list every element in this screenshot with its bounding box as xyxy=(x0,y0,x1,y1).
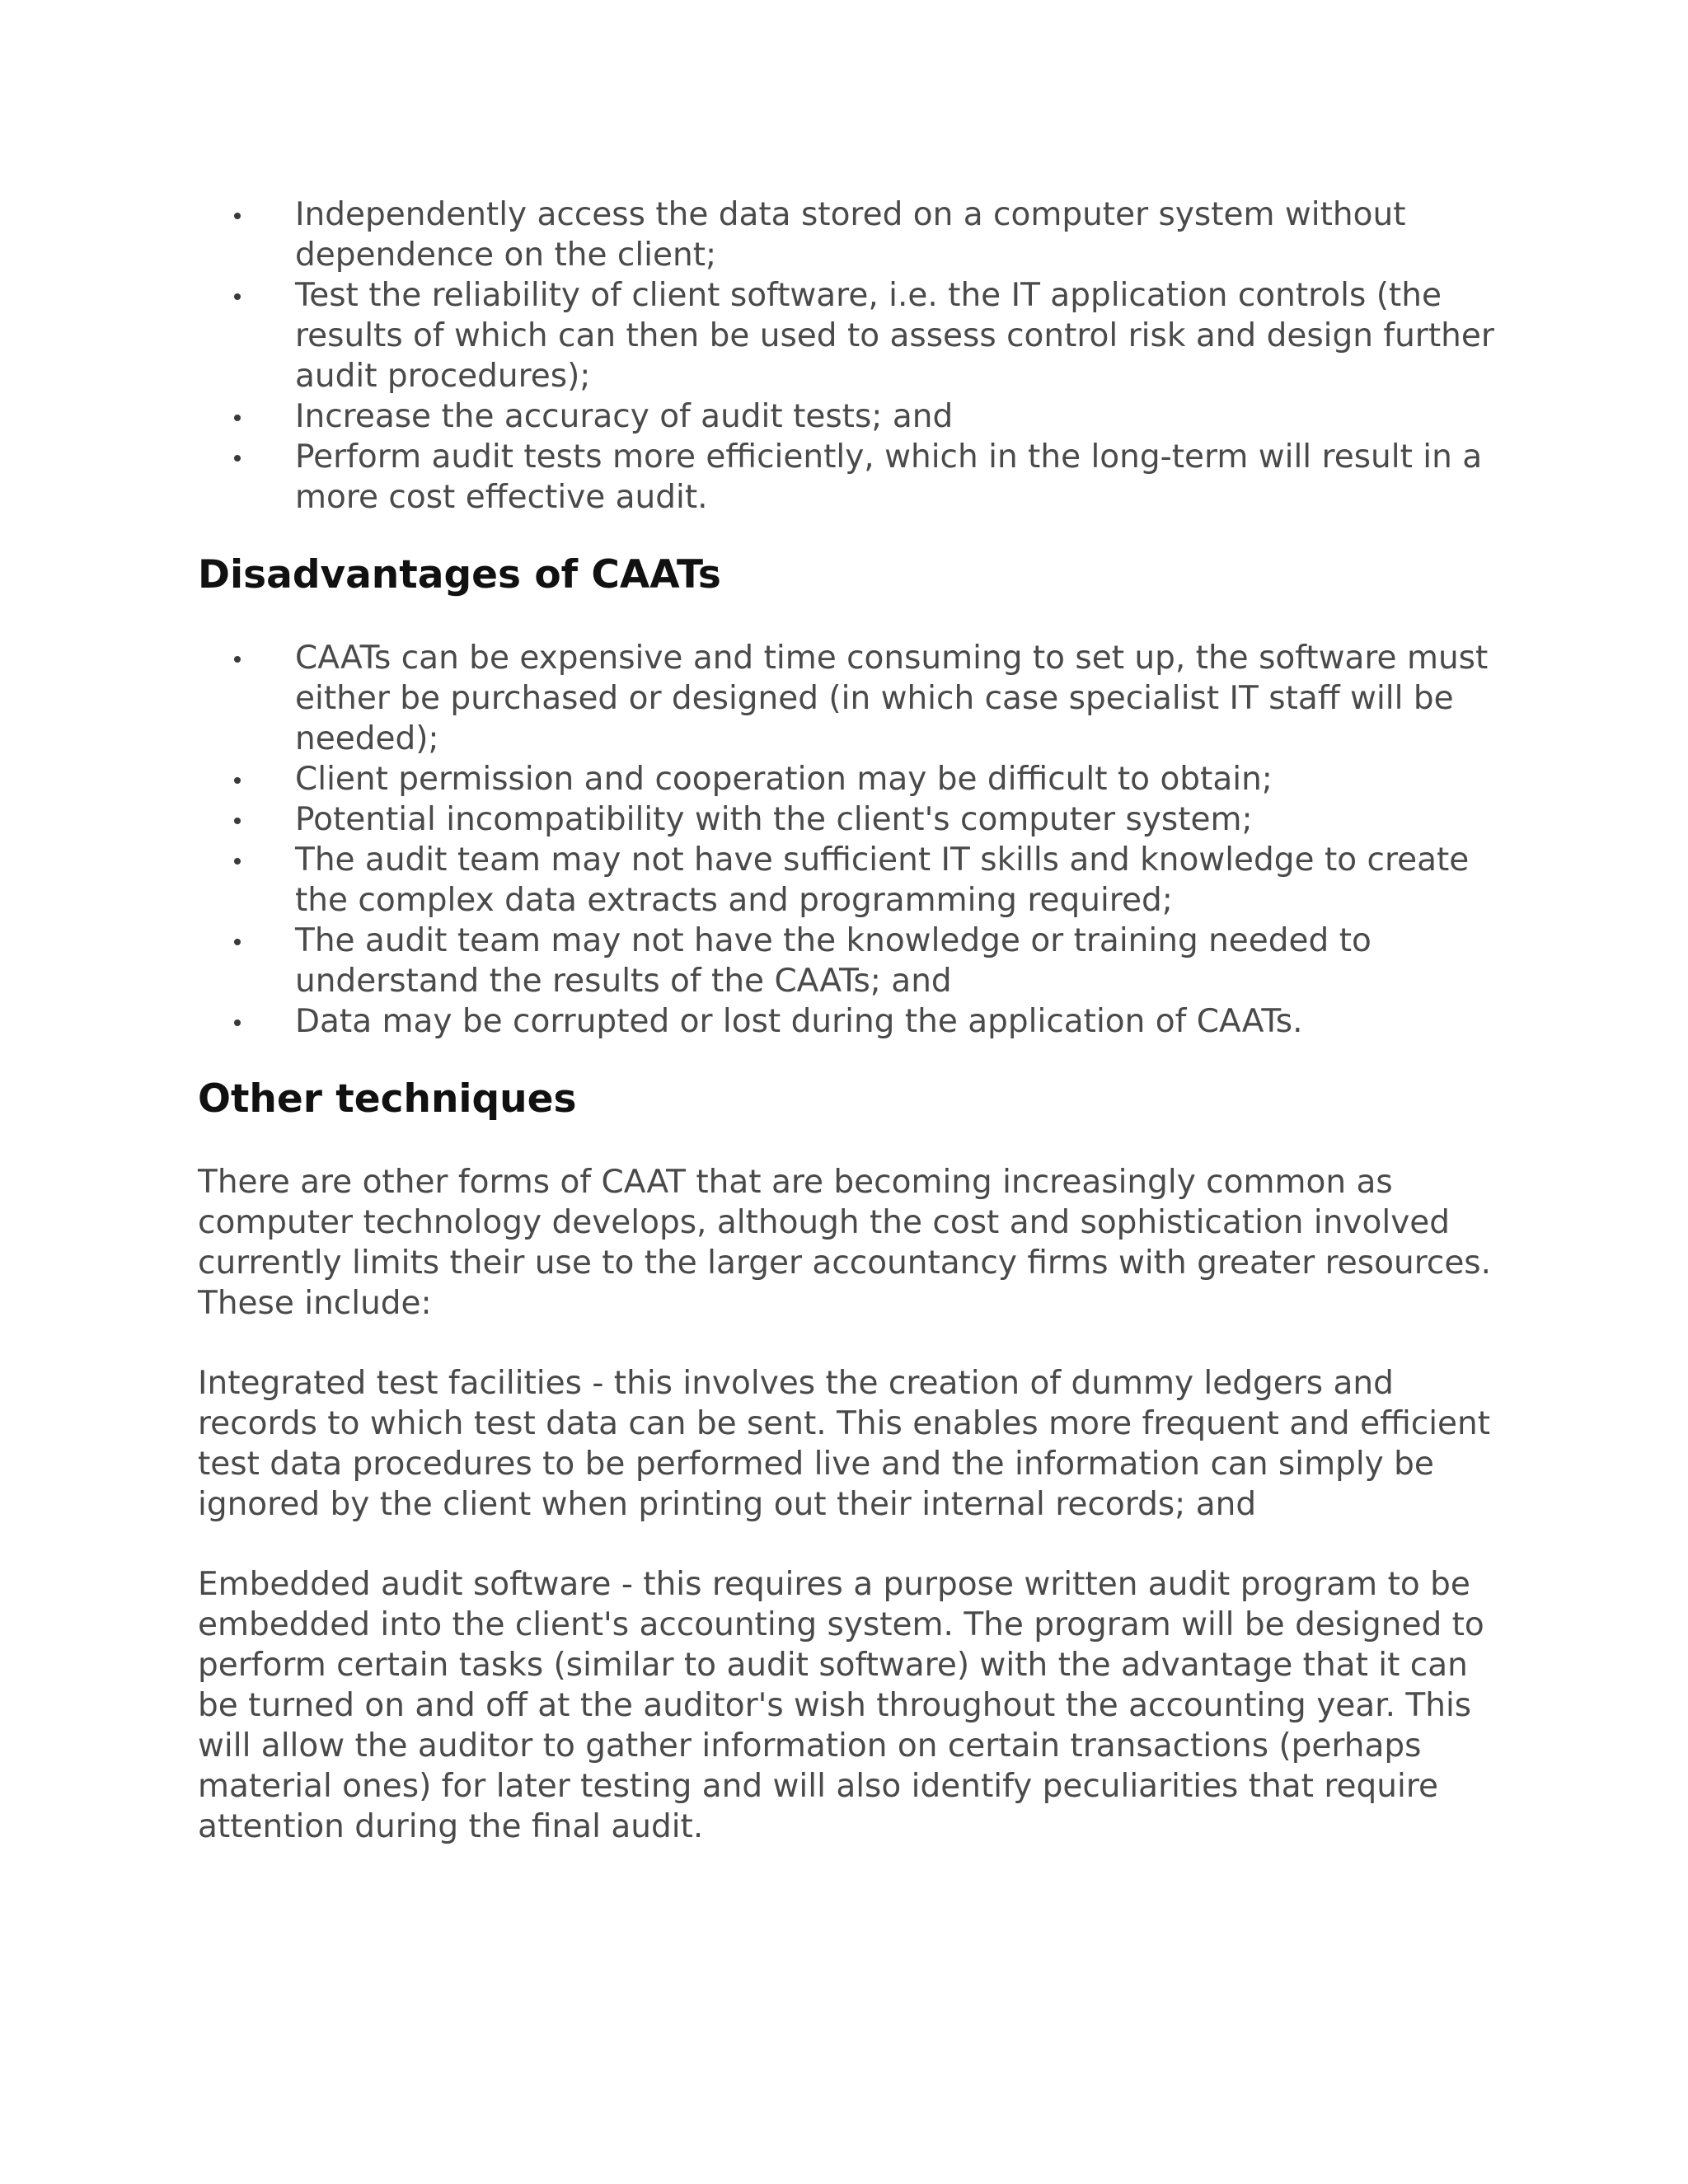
bullet-icon xyxy=(234,213,241,219)
list-item-text: CAATs can be expensive and time consuming to set up, the software must either be purchased or designed (in which case specialist IT staff will be needed); xyxy=(295,640,1489,757)
list-item-text: Independently access the data stored on a computer system without dependence on the client; xyxy=(295,196,1406,274)
document-content xyxy=(198,194,1500,1886)
bullet-icon xyxy=(234,818,241,824)
list-item-text: The audit team may not have the knowledge or training needed to understand the results of the CAATs; and xyxy=(295,922,1372,1000)
integrated-test-facilities-paragraph: Integrated test facilities - this involves the creation of dummy ledgers and records to which test data can be sent. This enables more frequent and efficient test data procedures to be performed live and the information can simply be ignored by the client when printing out their internal records; and xyxy=(198,1365,1491,1523)
list-item-text: Test the reliability of client software, i.e. the IT application controls (the results of which can then be used to assess control risk and design further audit procedures); xyxy=(295,277,1494,395)
bullet-icon xyxy=(234,1019,241,1026)
bullet-icon xyxy=(234,293,241,300)
list-item-text: Increase the accuracy of audit tests; and xyxy=(295,398,954,435)
list-item-text: Perform audit tests more efficiently, which in the long-term will result in a more cost effective audit. xyxy=(295,438,1483,516)
list-item-text: The audit team may not have sufficient IT skills and knowledge to create the complex data extracts and programming required; xyxy=(295,841,1470,919)
other-techniques-heading: Other techniques xyxy=(198,1076,577,1122)
list-item-text: Client permission and cooperation may be difficult to obtain; xyxy=(295,761,1273,798)
bullet-icon xyxy=(234,415,241,421)
bullet-icon xyxy=(234,777,241,784)
list-item-text: Potential incompatibility with the client's computer system; xyxy=(295,801,1253,838)
list-item xyxy=(295,275,1500,396)
disadvantages-list xyxy=(198,638,1500,1042)
intro-paragraph: There are other forms of CAAT that are becoming increasingly common as computer technology develops, although the cost and sophistication involved currently limits their use to the larger accountancy firms with greater resources. These include: xyxy=(198,1164,1492,1322)
bullet-icon xyxy=(234,858,241,865)
list-item xyxy=(295,638,1500,759)
list-item xyxy=(295,194,1500,275)
disadvantages-heading: Disadvantages of CAATs xyxy=(198,552,721,598)
list-item xyxy=(295,437,1500,518)
advantages-list xyxy=(198,194,1500,518)
list-item xyxy=(295,840,1500,921)
bullet-icon xyxy=(234,455,241,462)
list-item xyxy=(295,759,1500,799)
list-item xyxy=(295,396,1500,437)
list-item xyxy=(295,1001,1500,1042)
bullet-icon xyxy=(234,939,241,945)
embedded-audit-software-paragraph: Embedded audit software - this requires a purpose written audit program to be embedded into the client's accounting system. The program will be designed to perform certain tasks (similar to audit software) with the advantage that it can be turned on and off at the auditor's wish throughout the accounting year. This will allow the auditor to gather information on certain transactions (perhaps material ones) for later testing and will also identify peculiarities that require attention during the final audit. xyxy=(198,1566,1484,1845)
list-item xyxy=(295,799,1500,840)
list-item-text: Data may be corrupted or lost during the application of CAATs. xyxy=(295,1003,1303,1040)
list-item xyxy=(295,921,1500,1001)
bullet-icon xyxy=(234,656,241,663)
